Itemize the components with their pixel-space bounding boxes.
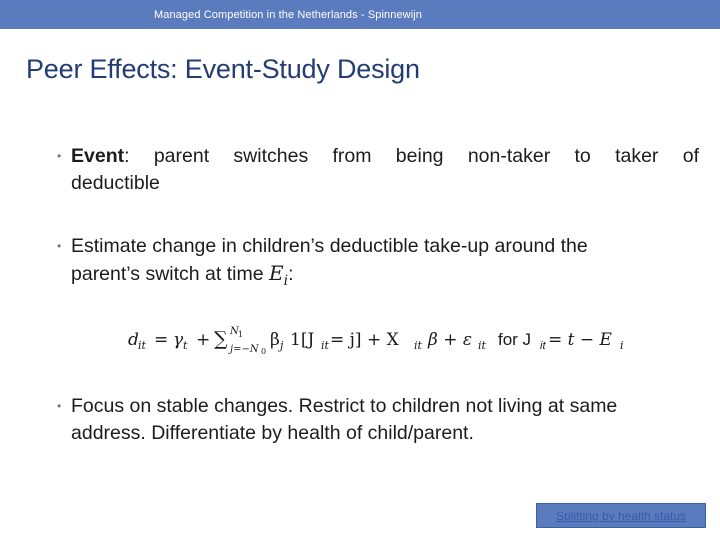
eq-indicator-sub: it [321,339,329,352]
eq-sum-upper-sub: 1 [238,330,244,339]
word: to [574,145,591,167]
eq-beta-eps: β + ε [428,330,473,350]
word: switches [233,145,309,167]
equation-svg [128,323,648,355]
link-label[interactable]: Splitting by health status [555,508,687,523]
eq-equals: = [154,330,169,350]
var-e: E [268,261,284,285]
event-label-group [71,143,130,170]
event-study-equation [128,323,648,355]
bullet-focus [57,393,700,447]
eq-beta-j-sub: j [280,339,284,352]
bullet-dot: • [57,239,62,253]
eq-sum-lower: j=−N [230,344,259,355]
line-suffix: : [288,263,294,285]
bullet-text [71,393,700,447]
eq-eps-sub: it [478,339,486,352]
eq-indicator: 1[J [290,330,315,350]
slide-title: Peer Effects: Event-Study Design [26,54,420,84]
bullet-event [57,143,700,197]
eq-gamma-sub: t [183,339,188,352]
eq-beta-j: β [270,330,280,350]
eq-for-e-sub: i [620,339,624,352]
bullet-line: Focus on stable changes. Restrict to children not living at same [71,395,618,417]
eq-plus: + [196,330,211,350]
word: from [332,145,372,167]
bullet-dot: • [57,399,62,413]
word: parent [153,145,210,167]
eq-sum-lower-sub: 0 [261,347,267,356]
var-e-sub: i [283,272,289,289]
event-label: Event [71,145,125,167]
bullet-dot: • [57,149,62,163]
eq-x-sub: it [414,339,422,352]
bullet-line [71,143,699,170]
line-prefix: parent’s switch at time [71,263,269,285]
bullet-line [71,260,700,295]
word: being [395,145,444,167]
bullet-text [71,233,700,295]
eq-for-sub: it [540,340,546,352]
word: of [682,145,699,167]
word: taker [615,145,659,167]
word: non-taker [467,145,551,167]
eq-for-text: for J [498,330,532,349]
eq-lhs: d [128,330,139,350]
header-text: Managed Competition in the Netherlands - Spinnewijn [153,8,423,21]
eq-gamma: γ [173,330,184,350]
header-bar [0,0,720,29]
bullet-line: Estimate change in children’s deductible take-up around the [71,235,588,257]
event-colon: : [124,145,130,167]
eq-for-rest: = t − E [548,330,612,350]
bullet-text [71,143,700,197]
eq-indicator-rest: = j] + X [330,330,399,350]
eq-lhs-sub: it [138,339,146,352]
eq-sum-upper: N [230,326,239,337]
eq-sigma: ∑ [214,328,228,350]
bullet-line: address. Differentiate by health of child/parent. [71,422,474,444]
bullet-line: deductible [71,172,160,194]
splitting-by-health-link[interactable] [536,503,706,528]
bullet-estimate [57,233,700,295]
